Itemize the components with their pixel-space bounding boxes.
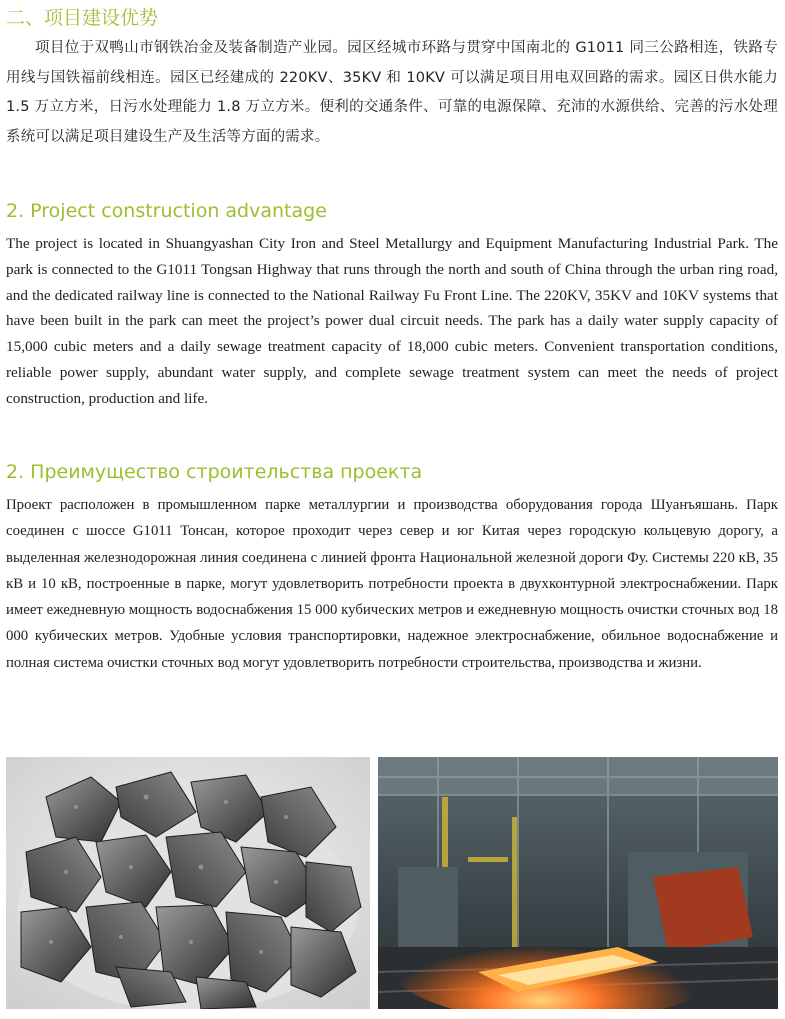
section-chinese	[6, 6, 778, 152]
paragraph-chinese: 项目位于双鸭山市钢铁冶金及装备制造产业园。园区经城市环路与贯穿中国南北的 G1011 同三公路相连，铁路专用线与国铁福前线相连。园区已经建成的 220KV、35KV 和 10KV 可以满足项目用电双回路的需求。园区日供水能力 1.5 万立方米，日污水处理能力 1.8 万立方米。便利的交通条件、可靠的电源保障、充沛的水源供给、完善的污水处理系统可以满足项目建设生产及生活等方面的需求。	[6, 40, 778, 145]
heading-russian: 2. Преимущество строительства проекта	[6, 461, 423, 483]
iron-ore-photo	[6, 757, 370, 1009]
paragraph-english: The project is located in Shuangyashan City Iron and Steel Metallurgy and Equipment Manufacturing Industrial Park. The park is connected to the G1011 Tongsan Highway that runs through the north and south of China through the urban ring road, and the dedicated railway line is connected to the National Railway Fu Front Line. The 220KV, 35KV and 10KV systems that have been built in the park can meet the project’s power dual circuit needs. The park has a daily water supply capacity of 15,000 cubic meters and a daily sewage treatment capacity of 18,000 cubic meters. Convenient transportation conditions, reliable power supply, abundant water supply, and complete sewage treatment system can meet the needs of project construction, production and life.	[6, 235, 778, 407]
paragraph-russian: Проект расположен в промышленном парке металлургии и производства оборудования города Шуанъяшань. Парк соединен с шоссе G1011 Тонсан, которое проходит через север и юг Китая через городскую кольцевую дорогу, а выделенная железнодорожная линия соединена с линией фронта Национальной железной дороги Фу. Системы 220 кВ, 35 кВ и 10 кВ, построенные в парке, могут удовлетворить потребности проекта в двухконтурной электроснабжении. Парк имеет ежедневную мощность водоснабжения 15 000 кубических метров и ежедневную мощность очистки сточных вод 18 000 кубических метров. Удобные условия транспортировки, надежное электроснабжение, обильное водоснабжение и полная система очистки сточных вод могут удовлетворить потребности строительства, производства и жизни.	[6, 497, 778, 671]
section-russian	[6, 460, 778, 676]
steel-mill-photo	[378, 757, 778, 1009]
section-english	[6, 199, 778, 412]
heading-chinese: 二、项目建设优势	[6, 7, 159, 29]
heading-english: 2. Project construction advantage	[6, 200, 327, 222]
